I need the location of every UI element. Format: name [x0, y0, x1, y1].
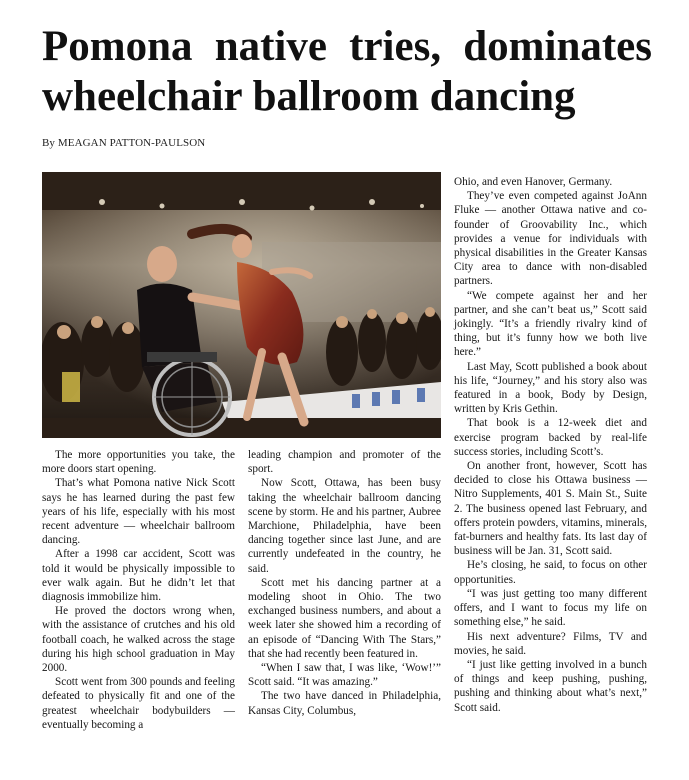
paragraph: They’ve even competed against JoAnn Fluke — another Ottawa native and co-founder of Groovability Inc., which provides a venue for individuals with physical disabilities in the Greater Kansas City area to dance with non-disabled partners.: [454, 190, 647, 288]
paragraph: “We compete against her and her partner, and she can’t beat us,” Scott said jokingly. “It’s a friendly rivalry kind of thing, but it’s funny how we both live here.”: [454, 289, 647, 359]
paragraph: The more opportunities you take, the more doors start opening.: [42, 449, 235, 476]
paragraph: “I was just getting too many different offers, and I want to focus my life on something else,” he said.: [454, 587, 647, 629]
paragraph: On another front, however, Scott has decided to close his Ottawa business — Nitro Supplements, 401 S. Main St., Suite 2. The business opened last February, and offers protein powders, vitamins, minerals, fat-burners and healthy fats. Its last day of business will be Jan. 31, Scott said.: [454, 460, 647, 558]
article-photo: [42, 172, 441, 438]
headline: [42, 22, 652, 122]
article-column-1: [42, 448, 235, 732]
paragraph: Last May, Scott published a book about his life, “Journey,” and his story also was featured in a book, Body by Design, written by Kris Gethin.: [454, 360, 647, 416]
paragraph: Scott met his dancing partner at a modeling shoot in Ohio. The two exchanged business numbers, and about a week later she showed him a recording of an episode of “Dancing With The Stars,” that she had recently been featured in.: [248, 576, 441, 660]
paragraph: Scott went from 300 pounds and feeling defeated to physically fit and one of the greatest wheelchair bodybuilders — eventually becoming a: [42, 676, 235, 731]
paragraph: “When I saw that, I was like, ‘Wow!’” Scott said. “It was amazing.”: [248, 662, 441, 689]
headline-line-2: wheelchair ballroom dancing: [42, 73, 576, 120]
paragraph: After a 1998 car accident, Scott was told it would be physically impossible to ever walk again. But he didn’t let that diagnosis immobilize him.: [42, 548, 235, 604]
paragraph: That book is a 12-week diet and exercise program backed by real-life success stories, including Scott’s.: [454, 417, 647, 458]
paragraph: Now Scott, Ottawa, has been busy taking the wheelchair ballroom dancing scene by storm. He and his partner, Aubree Marchione, Philadelphia, have been dancing together since last June, and are currently undefeated in the country, he said.: [248, 477, 441, 575]
paragraph: That’s what Pomona native Nick Scott says he has learned during the past few years of his life, especially with his most recent adventure — wheelchair ballroom dancing.: [42, 477, 235, 547]
paragraph: Ohio, and even Hanover, Germany.: [454, 176, 613, 188]
headline-line-1: Pomona native tries, dominates: [42, 23, 652, 70]
paragraph: “I just like getting involved in a bunch of things and keep pushing, pushing, pushing and thinking about what’s next,” Scott said.: [454, 658, 647, 714]
paragraph: leading champion and promoter of the sport.: [248, 449, 441, 476]
article-column-2: [248, 448, 441, 718]
paragraph: His next adventure? Films, TV and movies, he said.: [454, 630, 647, 657]
byline: By MEAGAN PATTON-PAULSON: [42, 137, 206, 149]
article-column-3: [454, 175, 647, 715]
paragraph: The two have danced in Philadelphia, Kansas City, Columbus,: [248, 690, 441, 717]
paragraph: He’s closing, he said, to focus on other opportunities.: [454, 559, 647, 586]
wheelchair-dance-photo-icon: [42, 172, 441, 438]
paragraph: He proved the doctors wrong when, with the assistance of crutches and his old football coach, he walked across the stage during his high school graduation in May 2000.: [42, 605, 235, 675]
